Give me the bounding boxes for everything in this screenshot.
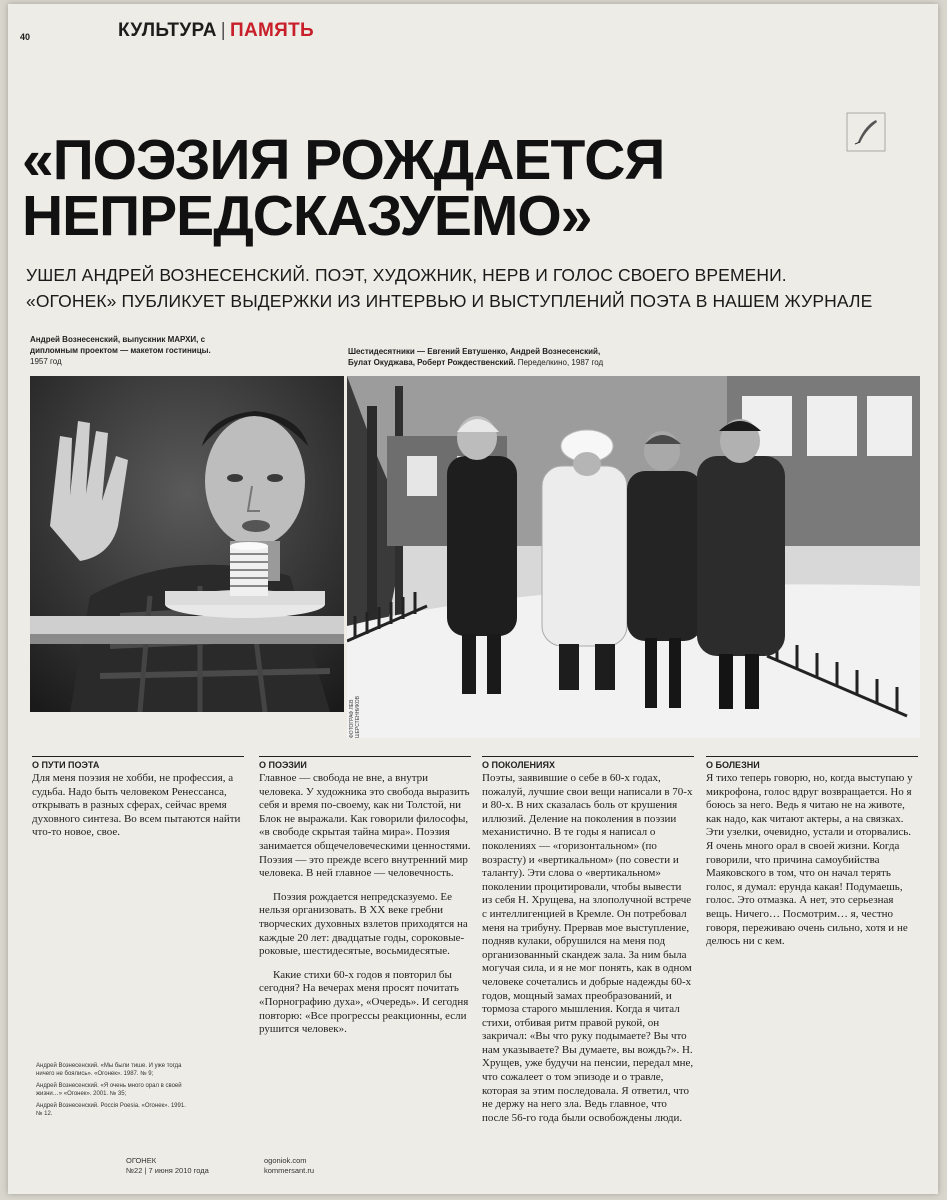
caption-left-meta: 1957 год (30, 357, 62, 366)
column-path-of-poet (32, 756, 244, 850)
caption-left-text: Андрей Вознесенский, выпускник МАРХИ, с дипломным проектом — макетом гостиницы. (30, 335, 211, 355)
issue-date: №22 | 7 июня 2010 года (126, 1166, 209, 1175)
column-heading: О ПОКОЛЕНИЯХ (482, 756, 694, 771)
article-lead (26, 262, 926, 314)
caption-right-meta: Переделкино, 1987 год (517, 358, 604, 367)
caption-right-text: Шестидесятники — Евгений Евтушенко, Андрей Вознесенский, Булат Окуджава, Роберт Рождественский. (348, 347, 601, 367)
source-item: Андрей Вознесенский. Россія Poesia. «Огонек». 1991. № 12. (36, 1103, 186, 1117)
column-about-poetry (259, 756, 471, 1047)
photo-poet-with-model (30, 376, 344, 712)
column-about-generations (482, 756, 694, 1135)
source-item: Андрей Вознесенский. «Мы были тише. И уже тогда ничего не боялись». «Огонек». 1987. № 9; (36, 1063, 182, 1077)
paragraph: Главное — свобода не вне, а внутри человека. У художника это свобода выразить себя и время по-своему, как ни Толстой, ни Блок не выражали. Как говорили философы, «в свободе скрытая тайна мира». Поэзия занимается общечеловеческими ценностями. Поэзия — это прежде всего внутренний мир человека. В ней главное — человечность. (259, 772, 471, 880)
footer-sites (264, 1156, 314, 1176)
rubric-separator: | (220, 20, 227, 41)
headline-line-2: НЕПРЕДСКАЗУЕМО» (22, 184, 592, 248)
photo-caption-left (30, 334, 230, 367)
site-link[interactable]: kommersant.ru (264, 1166, 315, 1175)
sources-list (36, 1062, 186, 1122)
paragraph: Для меня поэзия не хобби, не профессия, а судьба. Надо быть человеком Ренессанса, открывать в разных сферах, сейчас время духовного синтеза. Во всем пытаются найти что-то новое, свое. (32, 772, 241, 839)
magazine-page (8, 4, 938, 1194)
article-headline (22, 128, 822, 248)
quill-icon (846, 112, 886, 152)
page-number: 40 (20, 32, 31, 42)
paragraph: Я тихо теперь говорю, но, когда выступаю у микрофона, голос вдруг возвращается. Но я боюсь за него. Ведь я читаю не на животе, как надо, как читают актеры, а на связках. Эти узелки, очевидно, устали и оторвались. Я очень много орал в своей жизни. Когда говорили, что причина самоубийства Маяковского в том, что он начал терять голос, я думал: ерунда какая! Подумаешь, голос. Это отмазка. А нет, это серьезная вещь. Ничего… Посмотрим… я, честно говоря, переживаю очень сильно, хотя и не делюсь ни с кем. (706, 772, 913, 948)
column-heading: О БОЛЕЗНИ (706, 756, 918, 771)
site-link[interactable]: ogoniok.com (264, 1156, 307, 1165)
lead-line-1: УШЕЛ АНДРЕЙ ВОЗНЕСЕНСКИЙ. ПОЭТ, ХУДОЖНИК, НЕРВ И ГОЛОС СВОЕГО ВРЕМЕНИ. (26, 265, 787, 285)
magazine-name: ОГОНЕК (126, 1156, 157, 1165)
photo-credit: ФОТОГРАФ ЛЕВ ШЕРСТЕННИКОВ (349, 696, 361, 738)
headline-line-1: «ПОЭЗИЯ РОЖДАЕТСЯ (22, 128, 665, 192)
column-heading: О ПУТИ ПОЭТА (32, 756, 244, 771)
photo-caption-right (348, 346, 608, 368)
lead-line-2: «ОГОНЕК» ПУБЛИКУЕТ ВЫДЕРЖКИ ИЗ ИНТЕРВЬЮ И ВЫСТУПЛЕНИЙ ПОЭТА В НАШЕМ ЖУРНАЛЕ (26, 291, 873, 311)
footer-magazine (126, 1156, 209, 1176)
source-item: Андрей Вознесенский. «Я очень много орал в своей жизни…» «Огонек». 2001. № 35; (36, 1083, 182, 1097)
column-about-illness (706, 756, 918, 959)
section-label: КУЛЬТУРА (118, 20, 217, 41)
section-rubric (118, 20, 314, 42)
paragraph: Какие стихи 60-х годов я повторил бы сегодня? На вечерах меня просят почитать «Порнографию духа», «Очередь». И сегодня повторю: «Все прогрессы реакционны, если рушится человек». (259, 968, 469, 1036)
photo-poets-in-snow (347, 376, 920, 738)
column-heading: О ПОЭЗИИ (259, 756, 471, 771)
paragraph: Поэзия рождается непредсказуемо. Ее нельзя организовать. В XX веке гребни творческих духовных взлетов приходятся на каждые 20 лет: двадцатые годы, сороковые-роковые, шестидесятые, восьмидесятые. (259, 890, 468, 958)
paragraph: Поэты, заявившие о себе в 60-х годах, пожалуй, лучшие свои вещи написали в 70-х и 80-х. В них сказалась боль от крушения иллюзий. Деление на поколения в поэзии механистично. В те годы я написал о поколениях — «горизонтальном» (по возрасту) и «вертикальном» (по совести и таланту). Эти слова о «вертикальном» поколении процитировали, чтобы вывести из себя Н. Хрущева, на злополучной встрече с интеллигенцией в Кремле. Он потребовал меня на трибуну. Прервав мое выступление, подняв кулаки, обрушился на меня под организованный скандеж зала. За ним была могучая сила, и я не мог понять, как в одном человеке сочетались и добрые надежды 60-х годов, мощный замах преобразований, и тормоза старого мышления. Когда я читал стихи, отбивая ритм правой рукой, он закричал: «Вы что руку подымаете? Вы что нам указываете? Вы думаете, вы вождь?». Н. Хрущев, уже будучи на пенсии, передал мне, что сожалеет о том эпизоде и о травле, которая за этим последовала. Я ответил, что не держу на него зла. Ведь главное, что после 56-го года были освобождены люди. (482, 772, 694, 1124)
subsection-label: ПАМЯТЬ (230, 20, 314, 41)
